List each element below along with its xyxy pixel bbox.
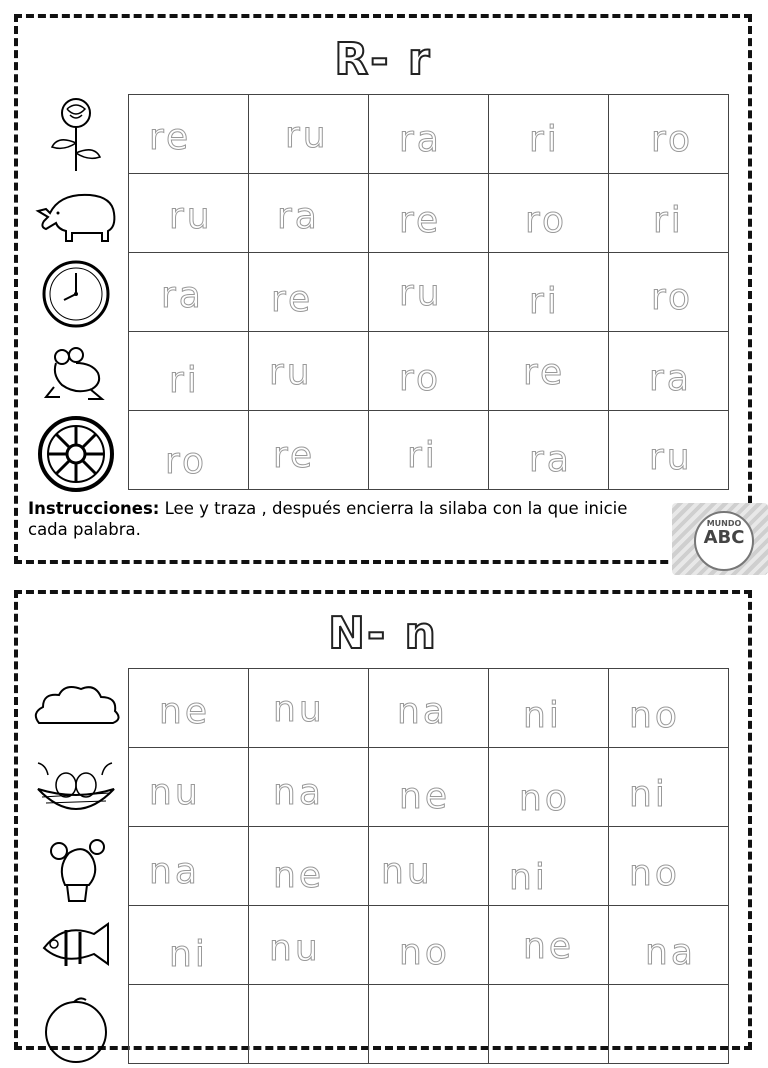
cloud-icon <box>28 668 124 748</box>
cactus-icon <box>28 828 124 908</box>
logo-text-big: ABC <box>703 527 745 548</box>
syllable: ru <box>399 273 443 314</box>
syllable: ro <box>525 200 568 241</box>
syllable: ri <box>529 119 560 160</box>
syllable: na <box>273 772 324 813</box>
syllable: ni <box>629 774 668 815</box>
syllable: nu <box>149 772 201 813</box>
rose-icon <box>28 94 124 174</box>
syllable: ri <box>407 435 438 476</box>
logo-text-small: MUNDO <box>706 519 742 528</box>
syllable: ro <box>651 119 694 160</box>
table-row <box>129 985 729 1064</box>
clock-icon <box>28 254 124 334</box>
syllable: ro <box>165 441 208 482</box>
syllable: ne <box>273 855 324 896</box>
table-row <box>129 95 729 174</box>
syllable: na <box>645 932 696 973</box>
syllable: ra <box>161 275 204 316</box>
table-row <box>129 669 729 748</box>
wheel-icon <box>28 414 124 494</box>
table-row <box>129 253 729 332</box>
worksheet-r <box>14 14 752 564</box>
syllable: ri <box>653 200 684 241</box>
table-row <box>129 174 729 253</box>
syllable: ro <box>399 358 442 399</box>
syllable: ru <box>285 115 329 156</box>
fish-icon <box>28 908 124 988</box>
table-row <box>129 332 729 411</box>
table-row <box>129 748 729 827</box>
syllable: re <box>271 279 314 320</box>
syllable: no <box>399 932 450 973</box>
syllable: ne <box>399 776 450 817</box>
syllable: re <box>273 435 316 476</box>
table-row <box>129 906 729 985</box>
syllable: re <box>149 117 192 158</box>
syllable: ra <box>649 358 692 399</box>
syllable: ri <box>529 281 560 322</box>
rhino-icon <box>28 174 124 254</box>
syllable: ru <box>649 437 693 478</box>
worksheet-n <box>14 590 752 1050</box>
nest-icon <box>28 748 124 828</box>
instructions <box>28 498 678 540</box>
table-row <box>129 827 729 906</box>
syllable: ni <box>509 857 548 898</box>
syllable: no <box>629 853 680 894</box>
syllable: no <box>519 778 570 819</box>
syllable: re <box>523 352 566 393</box>
picture-column-r <box>28 94 124 494</box>
syllable: ra <box>399 119 442 160</box>
syllable: re <box>399 200 442 241</box>
syllable: nu <box>273 689 325 730</box>
mundo-abc-logo <box>672 503 768 575</box>
instructions-text-line1: Lee y traza , después encierra la silaba con la que inicie <box>164 499 628 518</box>
syllable: no <box>629 695 680 736</box>
instructions-text-line2: cada palabra. <box>28 520 141 539</box>
table-row <box>129 411 729 490</box>
syllable: na <box>149 851 200 892</box>
syllable: ru <box>269 352 313 393</box>
section-title-r: R- r <box>334 34 432 85</box>
syllable: ni <box>169 934 208 975</box>
frog-icon <box>28 334 124 414</box>
syllable: ra <box>529 439 572 480</box>
section-title-n: N- n <box>328 608 438 659</box>
syllable: ne <box>159 691 210 732</box>
syllable: na <box>397 691 448 732</box>
syllable: ri <box>169 360 200 401</box>
syllable: ra <box>277 196 320 237</box>
syllable-grid-n <box>128 668 729 1064</box>
orange-icon <box>28 988 124 1068</box>
syllable: ru <box>169 196 213 237</box>
syllable: nu <box>381 851 433 892</box>
syllable: ni <box>523 695 562 736</box>
instructions-label: Instrucciones: <box>28 499 160 518</box>
syllable: ne <box>523 926 574 967</box>
syllable: nu <box>269 928 321 969</box>
syllable-grid-r <box>128 94 729 490</box>
syllable: ro <box>651 277 694 318</box>
picture-column-n <box>28 668 124 1068</box>
